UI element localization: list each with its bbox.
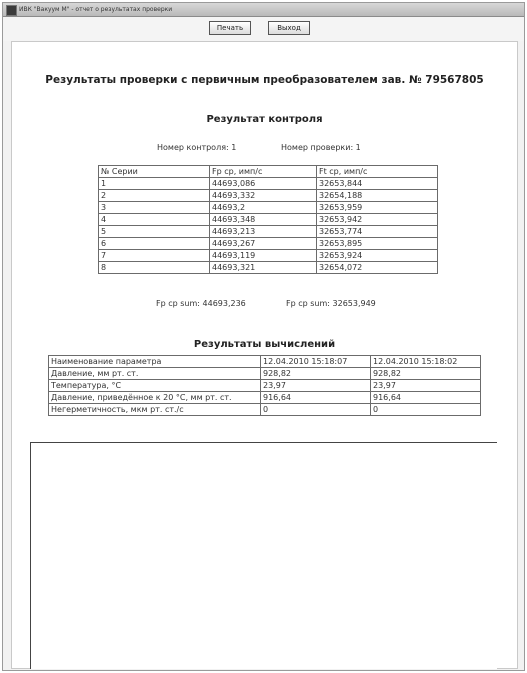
control-section-title: Результат контроля	[206, 114, 323, 125]
table-row	[99, 238, 438, 250]
header-cell-timestamp: 12.04.2010 15:18:02	[371, 356, 481, 368]
fp-value: 44693,213	[210, 226, 317, 238]
series-number: 6	[99, 238, 210, 250]
ft-value: 32653,774	[317, 226, 438, 238]
parameter-value: 0	[371, 404, 481, 416]
ft-sum: Fp cp sum: 32653,949	[286, 299, 376, 308]
fp-value: 44693,086	[210, 178, 317, 190]
series-number: 8	[99, 262, 210, 274]
parameter-name: Давление, приведённое к 20 °С, мм рт. ст.	[49, 392, 261, 404]
parameter-value: 916,64	[371, 392, 481, 404]
parameter-name: Температура, °С	[49, 380, 261, 392]
table-row	[49, 368, 481, 380]
series-number: 1	[99, 178, 210, 190]
table-row	[99, 190, 438, 202]
series-number: 4	[99, 214, 210, 226]
ft-value: 32653,942	[317, 214, 438, 226]
parameter-name: Давление, мм рт. ст.	[49, 368, 261, 380]
series-number: 3	[99, 202, 210, 214]
ft-value: 32653,844	[317, 178, 438, 190]
report-title: Результаты проверки с первичным преобразователем зав. № 79567805	[45, 74, 484, 86]
parameter-value: 916,64	[261, 392, 371, 404]
report-page	[11, 41, 518, 669]
table-row	[49, 404, 481, 416]
fp-sum: Fp cp sum: 44693,236	[156, 299, 246, 308]
fp-value: 44693,348	[210, 214, 317, 226]
app-icon	[6, 5, 17, 16]
table-row	[99, 262, 438, 274]
table-row	[49, 392, 481, 404]
table-row	[99, 226, 438, 238]
calc-table	[48, 355, 481, 416]
parameter-value: 23,97	[261, 380, 371, 392]
header-cell-timestamp: 12.04.2010 15:18:07	[261, 356, 371, 368]
fp-value: 44693,267	[210, 238, 317, 250]
header-cell-series: № Серии	[99, 166, 210, 178]
ft-value: 32654,188	[317, 190, 438, 202]
window-title: ИВК "Вакуум М" - отчет о результатах проверки	[19, 6, 173, 13]
parameter-value: 928,82	[261, 368, 371, 380]
table-header-row	[99, 166, 438, 178]
parameter-value: 23,97	[371, 380, 481, 392]
title-bar[interactable]	[3, 3, 524, 17]
header-cell-parameter: Наименование параметра	[49, 356, 261, 368]
toolbar	[3, 17, 524, 41]
series-number: 2	[99, 190, 210, 202]
series-table	[98, 165, 438, 274]
fp-value: 44693,321	[210, 262, 317, 274]
parameter-value: 0	[261, 404, 371, 416]
check-number: Номер проверки: 1	[281, 143, 361, 152]
control-number: Номер контроля: 1	[157, 143, 237, 152]
fp-value: 44693,119	[210, 250, 317, 262]
ft-value: 32653,895	[317, 238, 438, 250]
notes-area[interactable]	[30, 442, 497, 669]
table-header-row	[49, 356, 481, 368]
fp-value: 44693,332	[210, 190, 317, 202]
table-row	[99, 202, 438, 214]
ft-value: 32654,072	[317, 262, 438, 274]
report-window	[2, 2, 525, 671]
table-row	[99, 250, 438, 262]
series-number: 7	[99, 250, 210, 262]
table-row	[49, 380, 481, 392]
fp-value: 44693,2	[210, 202, 317, 214]
parameter-value: 928,82	[371, 368, 481, 380]
parameter-name: Негерметичность, мкм рт. ст./с	[49, 404, 261, 416]
ft-value: 32653,924	[317, 250, 438, 262]
table-row	[99, 178, 438, 190]
header-cell-ft: Ft ср, имп/с	[317, 166, 438, 178]
exit-button[interactable]: Выход	[268, 21, 310, 35]
table-row	[99, 214, 438, 226]
calc-section-title: Результаты вычислений	[193, 339, 336, 350]
series-number: 5	[99, 226, 210, 238]
header-cell-fp: Fp ср, имп/с	[210, 166, 317, 178]
print-button[interactable]: Печать	[209, 21, 251, 35]
ft-value: 32653,959	[317, 202, 438, 214]
